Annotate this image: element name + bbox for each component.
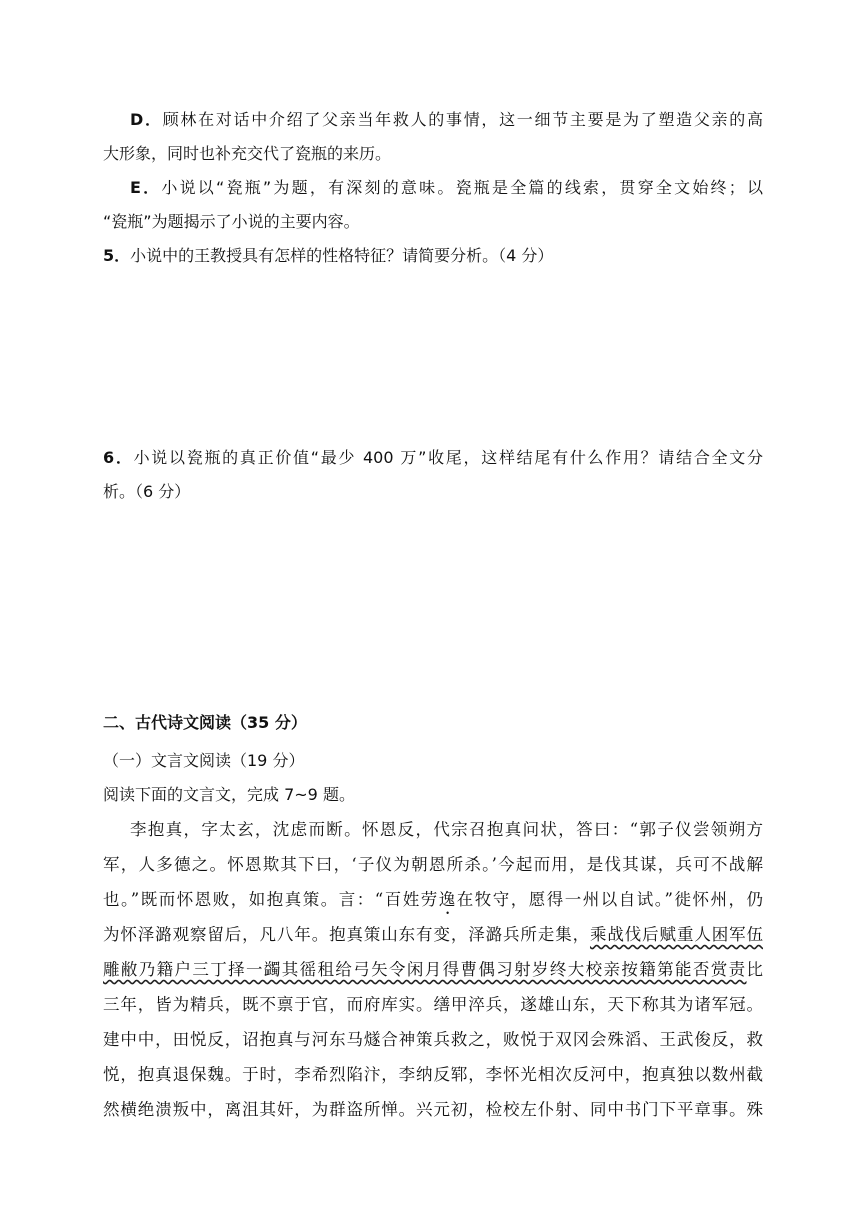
passage-line-6: 三年，皆为精兵，既不禀于官，而府库实。缮甲淬兵，遂雄山东，天下称其为诸军冠。 xyxy=(103,995,763,1014)
passage-line-3-b: 在牧守，愿得一州以自试。”徙怀州，仍 xyxy=(456,890,764,909)
emphasized-character: 逸 xyxy=(438,890,457,909)
option-e-text: 小说以“瓷瓶”为题，有深刻的意味。瓷瓶是全篇的线索，贯穿全文始终；以 xyxy=(161,178,763,197)
passage-line-5 xyxy=(103,960,763,980)
option-e-line-1 xyxy=(130,178,763,198)
question-6-text: 小说以瓷瓶的真正价值“最少 400 万”收尾，这样结尾有什么作用？请结合全文分 xyxy=(133,448,763,467)
question-5-number: 5． xyxy=(103,246,131,265)
option-d-line-1 xyxy=(130,110,763,130)
option-e-line-2: “瓷瓶”为题揭示了小说的主要内容。 xyxy=(103,212,360,231)
passage-line-8: 悦，抱真退保魏。于时，李希烈陷汴，李纳反郓，李怀光相次反河中，抱真独以数州截 xyxy=(103,1065,763,1084)
question-6-line-2: 析。（6 分） xyxy=(103,482,191,501)
reading-instruction: 阅读下面的文言文，完成 7~9 题。 xyxy=(103,785,355,804)
question-6-line-1 xyxy=(103,448,763,468)
section-title: 二、古代诗文阅读（35 分） xyxy=(103,713,307,732)
passage-line-7: 建中中，田悦反，诏抱真与河东马燧合神策兵救之，败悦于双冈会殊滔、王武俊反，救 xyxy=(103,1030,763,1049)
passage-line-2: 军，人多德之。怀恩欺其下曰，‘子仪为朝恩所杀。’今起而用，是伐其谋，兵可不战解 xyxy=(103,855,763,874)
option-d-line-2: 大形象，同时也补充交代了瓷瓶的来历。 xyxy=(103,144,392,163)
question-5-text: 小说中的王教授具有怎样的性格特征？请简要分析。（4 分） xyxy=(130,246,554,265)
passage-line-1: 李抱真，字太玄，沈虑而断。怀恩反，代宗召抱真问状，答曰：“郭子仪尝领朔方 xyxy=(130,820,763,839)
passage-line-4-a: 为怀泽潞观察留后，凡八年。抱真策山东有变，泽潞兵所走集， xyxy=(103,925,590,944)
passage-line-3-a: 也。”既而怀恩败，如抱真策。言：“百姓劳 xyxy=(103,890,439,909)
passage-line-3 xyxy=(103,890,763,918)
passage-line-4 xyxy=(103,925,763,945)
passage-line-9: 然横绝溃叛中，离沮其奸，为群盗所惮。兴元初，检校左仆射、同中书门下平章事。殊 xyxy=(103,1100,763,1119)
wavy-underlined-sentence-part-2: 雕敝乃籍户三丁择一蠲其徭租给弓矢令闲月得曹偶习射岁终大校亲按籍第能否赏责 xyxy=(103,960,747,979)
wavy-underlined-sentence-part-1: 乘战伐后赋重人困军伍 xyxy=(589,925,764,944)
question-6-number: 6． xyxy=(103,448,134,467)
passage-line-5-b: 比 xyxy=(746,960,763,979)
option-d-text: 顾林在对话中介绍了父亲当年救人的事情，这一细节主要是为了塑造父亲的高 xyxy=(162,110,763,129)
subsection-title: （一）文言文阅读（19 分） xyxy=(103,751,305,770)
option-d-label: D． xyxy=(130,110,163,129)
question-5 xyxy=(103,246,763,266)
option-e-label: E． xyxy=(130,178,162,197)
